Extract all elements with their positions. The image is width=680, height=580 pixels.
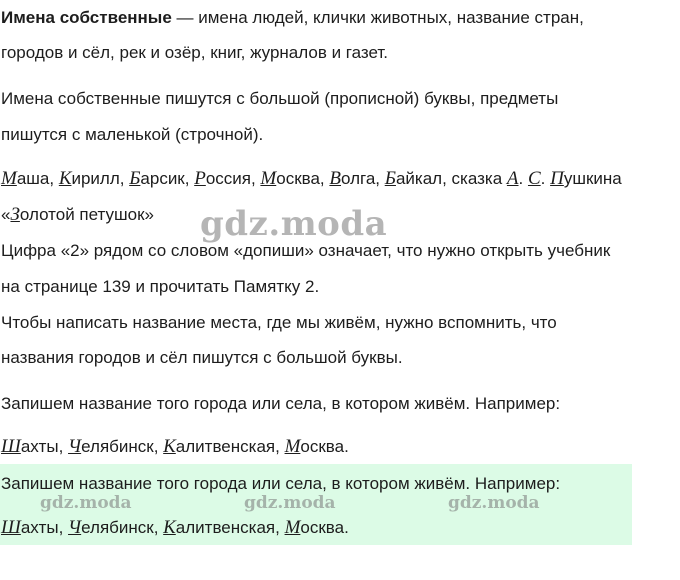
word-rest: аша, [16, 169, 59, 188]
watermark-small-1: gdz.moda [40, 493, 132, 513]
cap-letter: Б [384, 168, 396, 189]
word-rest: ахты, [20, 437, 69, 456]
paragraph-note-line1: Цифра «2» рядом со словом «допиши» означает, что нужно открыть учебник [1, 241, 611, 260]
watermark-small-3: gdz.moda [448, 493, 540, 513]
highlighted-line1: Запишем название того города или села, в котором живём. Например: [1, 474, 561, 493]
cap-letter: М [284, 436, 301, 457]
word-rest: оссия, [205, 169, 261, 188]
cities-line [1, 437, 349, 457]
cap-letter: С [527, 168, 541, 189]
word-rest: осква. [300, 518, 349, 537]
cap-letter: П [550, 168, 564, 189]
paragraph-note-line2: на странице 139 и прочитать Памятку 2. [1, 277, 320, 296]
cap-letter: Ч [68, 436, 82, 457]
cap-letter: А [506, 168, 519, 189]
word-rest: ахты, [20, 518, 69, 537]
word-rest: ушкина [563, 169, 622, 188]
cap-letter: Ш [1, 517, 21, 538]
definition-text: — имена людей, клички животных, название стран, [171, 8, 584, 27]
term-bold: Имена собственные [1, 8, 172, 27]
paragraph-definition-line2: городов и сёл, рек и озёр, книг, журналов и газет. [1, 43, 388, 62]
paragraph-task-line2: названия городов и сёл пишутся с большой буквы. [1, 348, 403, 367]
cap-letter: М [284, 517, 301, 538]
highlighted-cities-line [1, 518, 349, 538]
word-rest: ирилл, [71, 169, 130, 188]
examples-line1 [1, 169, 622, 189]
cap-letter: Ш [1, 436, 21, 457]
cap-letter: Б [129, 168, 141, 189]
cap-letter: К [163, 517, 176, 538]
word-rest: алитвенская, [175, 437, 285, 456]
examples-line2 [1, 205, 154, 225]
word-rest: алитвенская, [175, 518, 285, 537]
watermark-small-2: gdz.moda [244, 493, 336, 513]
word-rest: олотой петушок» [19, 205, 154, 224]
word-rest: елябинск, [81, 437, 164, 456]
word-rest: елябинск, [81, 518, 164, 537]
paragraph-answer-line1: Запишем название того города или села, в котором живём. Например: [1, 394, 561, 413]
word-rest: айкал, сказка [395, 169, 507, 188]
cap-letter: Р [194, 168, 206, 189]
word-rest: осква, [276, 169, 330, 188]
paragraph-definition-line1 [1, 8, 584, 28]
word-rest: осква. [300, 437, 349, 456]
cap-letter: К [163, 436, 176, 457]
quote-open: « [1, 205, 11, 224]
paragraph-rule-line1: Имена собственные пишутся с большой (прописной) буквы, предметы [1, 89, 559, 108]
cap-letter: М [1, 168, 17, 189]
word-rest: . [518, 169, 528, 188]
word-rest: олга, [341, 169, 385, 188]
cap-letter: В [329, 168, 341, 189]
word-rest: арсик, [140, 169, 195, 188]
cap-letter: Ч [68, 517, 82, 538]
cap-letter: К [58, 168, 72, 189]
word-rest: . [540, 169, 551, 188]
paragraph-task-line1: Чтобы написать название места, где мы живём, нужно вспомнить, что [1, 313, 557, 332]
cap-letter: М [260, 168, 277, 189]
paragraph-rule-line2: пишутся с маленькой (строчной). [1, 125, 264, 144]
watermark-main: gdz.moda [200, 204, 388, 244]
cap-letter: З [10, 204, 20, 225]
